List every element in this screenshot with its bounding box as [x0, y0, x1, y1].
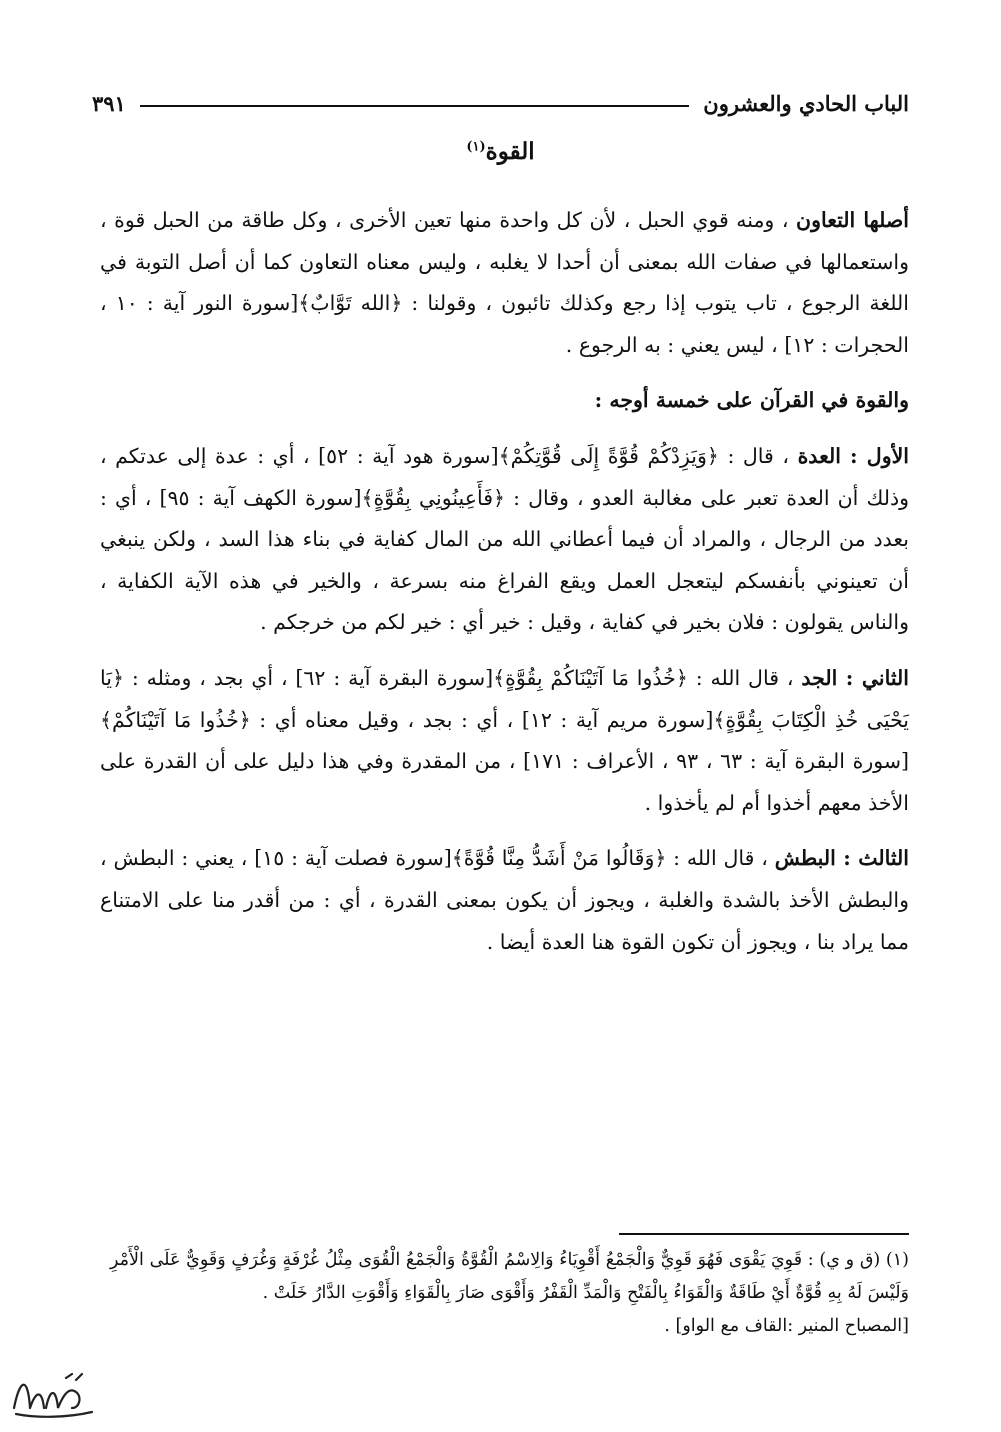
header-rule — [140, 105, 689, 107]
chapter-title: الباب الحادي والعشرون — [703, 90, 909, 116]
section-title-text: القوة — [485, 138, 535, 165]
paragraph-lead: الثاني : الجد — [801, 665, 909, 690]
paragraph-intro-meanings — [100, 380, 909, 422]
footnote-source: [المصباح المنير :القاف مع الواو] . — [664, 1316, 909, 1336]
footnote-marker: (١) — [466, 139, 486, 155]
footnote — [110, 1244, 909, 1343]
paragraph-meaning-first — [100, 436, 909, 644]
paragraph-lead: الثالث : البطش — [774, 846, 909, 871]
paragraph-text: ، قال الله : ﴿خُذُوا مَا آتَيْنَاكُمْ بِقُوَّةٍ﴾[سورة البقرة آية : ٦٢] ، أي بجد ، ومثله : ﴿يَا يَحْيَى خُذِ الْكِتَابَ بِقُوَّةٍ﴾[سورة مريم آية : ١٢] ، أي : بجد ، وقيل معناه أي : ﴿خُذُوا مَا آتَيْنَاكُمْ﴾[سورة البقرة آية : ٦٣ ، ٩٣ ، الأعراف : ١٧١] ، من المقدرة وفي هذا دليل على أن القدرة على الأخذ معهم أخذوا أم لم يأخذوا . — [100, 665, 910, 815]
paragraph-meaning-second — [100, 658, 909, 824]
running-header — [92, 88, 909, 118]
paragraph-text: والقوة في القرآن على خمسة أوجه : — [594, 388, 909, 413]
paragraph-text: ، قال الله : ﴿وَقَالُوا مَنْ أَشَدُّ مِنَّا قُوَّةً﴾[سورة فصلت آية : ١٥] ، يعني : البطش ، والبطش الأخذ بالشدة والغلبة ، ويجوز أن يكون بمعنى القدرة ، أي : من أقدر منا على الامتناع مما يراد بنا ، ويجوز أن تكون القوة هنا العدة أيضا . — [100, 846, 909, 954]
footnote-text: (١) (ق و ي) : قَوِيَ يَقْوَى فَهُوَ قَوِيٌّ وَالْجَمْعُ أَقْوِيَاءُ وَالِاسْمُ الْقُوَّةُ وَالْجَمْعُ الْقُوَى مِثْلُ غُرْفَةٍ وَغُرَفٍ وَقَوِيٌّ عَلَى الْأَمْرِ وَلَيْسَ لَهُ بِهِ قُوَّةٌ أَيْ طَاقَةٌ وَالْقَوَاءُ بِالْفَتْحِ وَالْمَدِّ الْقَفْرُ وَأَقْوَى صَارَ بِالْقَوَاءِ وَأَقْوَتِ الدَّارُ خَلَتْ . — [110, 1250, 909, 1303]
body-text — [100, 200, 909, 977]
paragraph-meaning-third — [100, 838, 909, 963]
section-title — [0, 138, 1001, 165]
paragraph-text: ، قال : ﴿وَيَزِدْكُمْ قُوَّةً إِلَى قُوَّتِكُمْ﴾[سورة هود آية : ٥٢] ، أي : عدة إلى عدتكم ، وذلك أن العدة تعبر على مغالبة العدو ، وقال : ﴿فَأَعِينُونِي بِقُوَّةٍ﴾[سورة الكهف آية : ٩٥] ، أي : بعدد من الرجال ، والمراد أن فيما أعطاني الله من المال كفاية في بناء هذا السد ، ولكن ينبغي أن تعينوني بأنفسكم ليتعجل العمل ويقع الفراغ منه بسرعة ، والخير في هذه الآية الكفاية ، والناس يقولون : فلان بخير في كفاية ، وقيل : خير أي : خير لكم من خرجكم . — [100, 443, 909, 635]
paragraph-text: ، ومنه قوي الحبل ، لأن كل واحدة منها تعين الأخرى ، وكل طاقة من الحبل قوة ، واستعمالها في صفات الله بمعنى أن أحدا لا يغلبه ، وليس معناه التعاون كما أن أصل التوبة في اللغة الرجوع ، تاب يتوب إذا رجع وكذلك تائبون ، وقولنا : ﴿الله تَوَّابٌ﴾[سورة النور آية : ١٠ ، الحجرات : ١٢] ، ليس يعني : به الرجوع . — [100, 208, 910, 357]
library-stamp-logo — [6, 1368, 98, 1424]
paragraph-lead: الأول : العدة — [797, 443, 909, 468]
page-number: ٣٩١ — [92, 90, 126, 116]
paragraph-lead: أصلها التعاون — [796, 208, 909, 232]
footnote-rule — [619, 1233, 909, 1235]
paragraph-origin — [100, 200, 909, 366]
